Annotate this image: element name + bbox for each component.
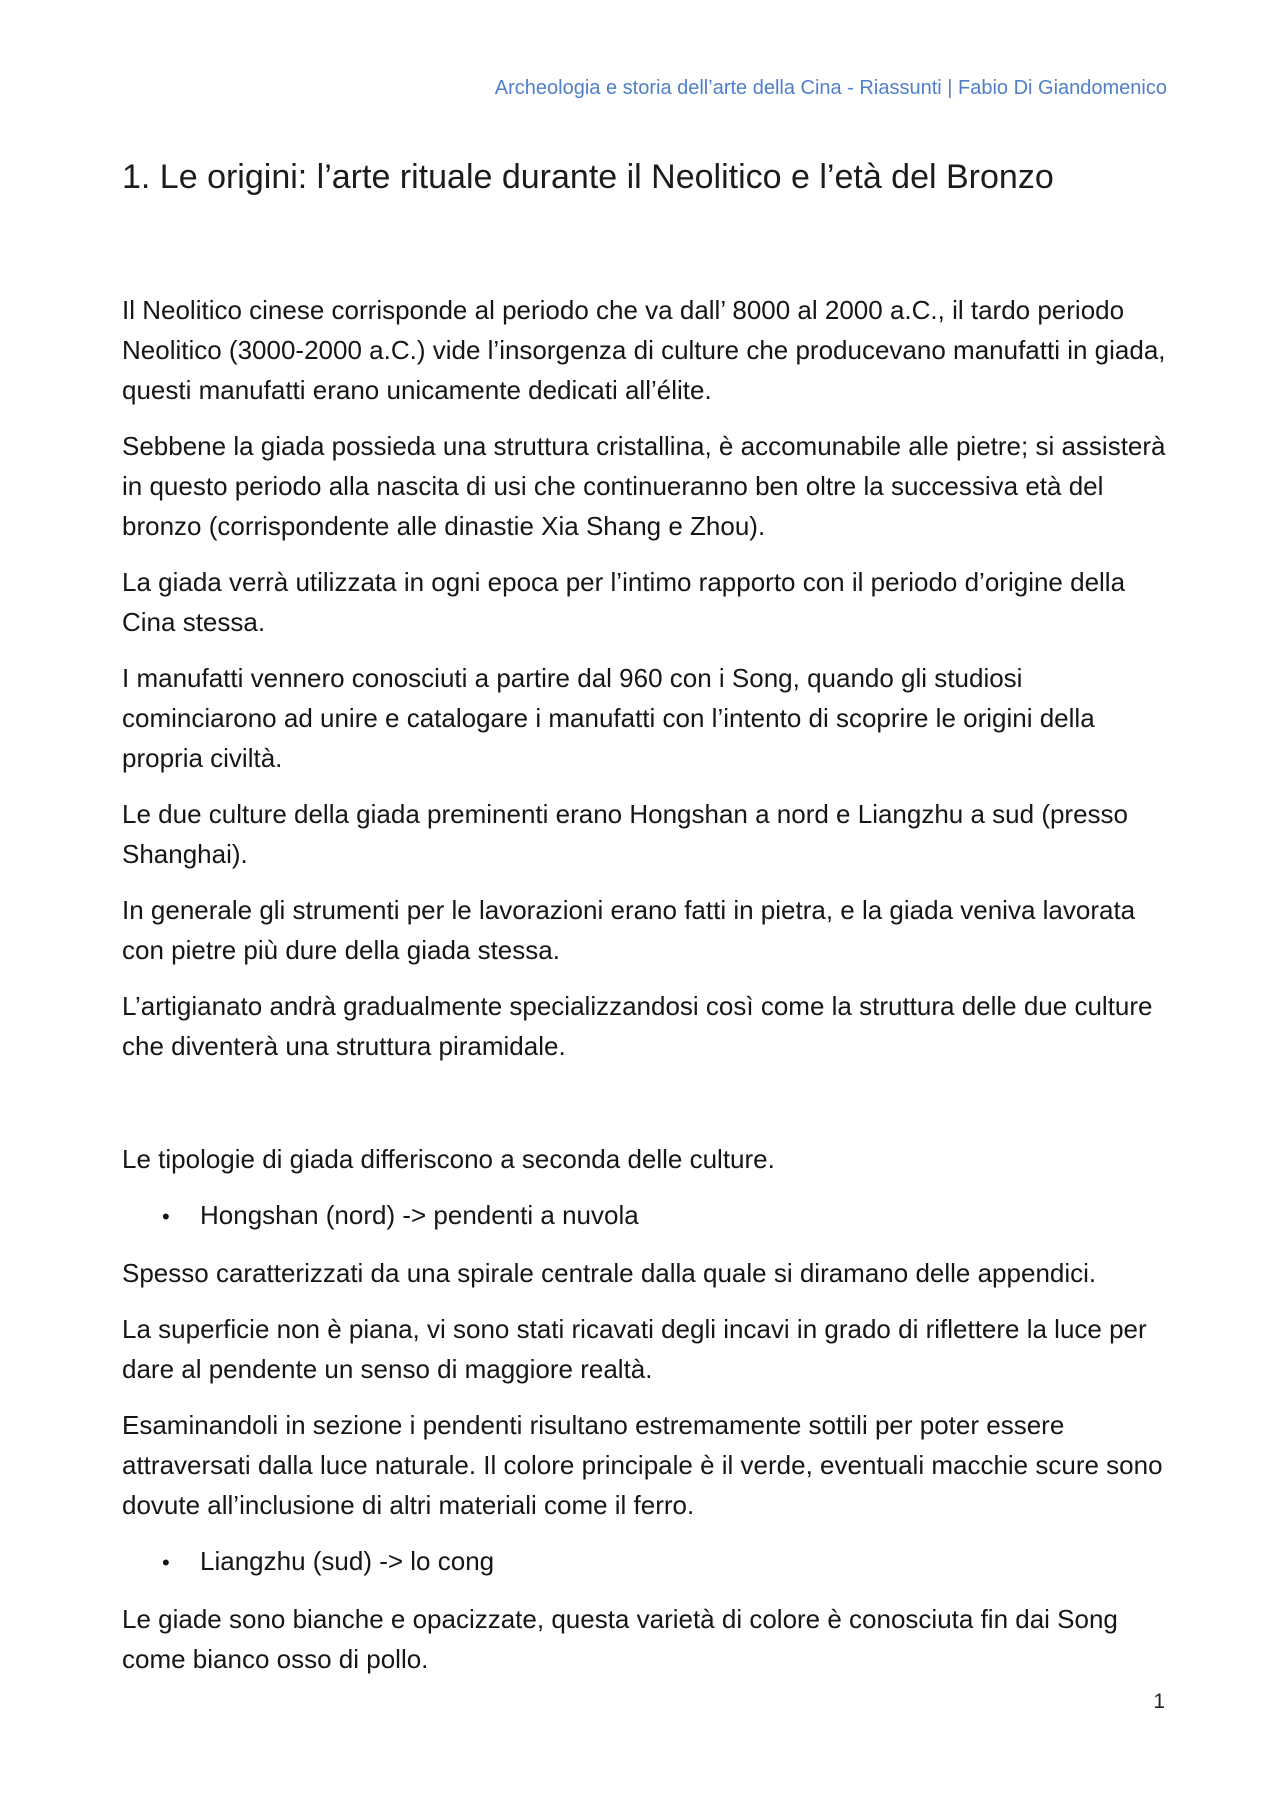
list-item-label: Liangzhu (sud) -> lo cong — [200, 1546, 495, 1576]
paragraph-sezione: Esaminandoli in sezione i pendenti risultano estremamente sottili per poter essere attraversati dalla luce naturale. Il colore principale è il verde, eventuali macchie scure sono dovute all’inclusione di altri materiali come il ferro. — [122, 1410, 1163, 1520]
paragraph-artigianato: L’artigianato andrà gradualmente specializzandosi così come la struttura delle due culture che diventerà una struttura piramidale. — [122, 991, 1153, 1061]
chapter-title: 1. Le origini: l’arte rituale durante il Neolitico e l’età del Bronzo — [122, 158, 1054, 196]
paragraph-giade-bianche: Le giade sono bianche e opacizzate, questa varietà di colore è conosciuta fin dai Song come bianco osso di pollo. — [122, 1604, 1118, 1674]
section-spacer — [122, 1082, 1167, 1139]
paragraph-uso-giada: La giada verrà utilizzata in ogni epoca per l’intimo rapporto con il periodo d’origine della Cina stessa. — [122, 567, 1126, 637]
paragraph-culture: Le due culture della giada preminenti erano Hongshan a nord e Liangzhu a sud (presso Shanghai). — [122, 799, 1129, 869]
list-item-hongshan — [162, 1195, 1167, 1237]
page-content — [122, 155, 1167, 1695]
bullet-icon: • — [162, 1204, 170, 1229]
paragraph-struttura-giada: Sebbene la giada possieda una struttura cristallina, è accomunabile alle pietre; si assisterà in questo periodo alla nascita di usi che continueranno ben oltre la successiva età del bronzo (corrispondente alle dinastie Xia Shang e Zhou). — [122, 431, 1166, 541]
running-header: Archeologia e storia dell’arte della Cina - Riassunti | Fabio Di Giandomenico — [494, 77, 1167, 99]
paragraph-superficie: La superficie non è piana, vi sono stati ricavati degli incavi in grado di riflettere la luce per dare al pendente un senso di maggiore realtà. — [122, 1314, 1147, 1384]
paragraph-song: I manufatti vennero conosciuti a partire dal 960 con i Song, quando gli studiosi cominciarono ad unire e catalogare i manufatti con l’intento di scoprire le origini della propria civiltà. — [122, 663, 1095, 773]
list-item-label: Hongshan (nord) -> pendenti a nuvola — [200, 1200, 639, 1230]
paragraph-neolitico: Il Neolitico cinese corrisponde al periodo che va dall’ 8000 al 2000 a.C., il tardo periodo Neolitico (3000-2000 a.C.) vide l’insorgenza di culture che producevano manufatti in giada, questi manufatti erano unicamente dedicati all’élite. — [122, 295, 1166, 405]
list-item-liangzhu — [162, 1541, 1167, 1583]
body-text — [122, 290, 1167, 1679]
paragraph-tipologie: Le tipologie di giada differiscono a seconda delle culture. — [122, 1144, 775, 1174]
paragraph-strumenti: In generale gli strumenti per le lavorazioni erano fatti in pietra, e la giada veniva lavorata con pietre più dure della giada stessa. — [122, 895, 1136, 965]
paragraph-spirale: Spesso caratterizzati da una spirale centrale dalla quale si diramano delle appendici. — [122, 1258, 1097, 1288]
page-number: 1 — [1153, 1690, 1165, 1713]
bullet-icon: • — [162, 1550, 170, 1575]
